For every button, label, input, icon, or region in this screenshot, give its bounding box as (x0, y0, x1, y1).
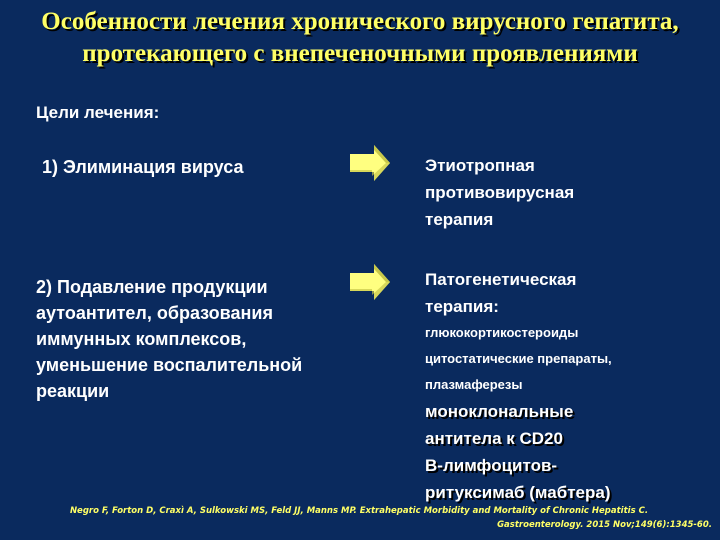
goal-2-line: уменьшение воспалительной (36, 355, 303, 375)
goal-2-line: аутоантител, образования (36, 303, 273, 323)
citation-line-2: Gastroenterology. 2015 Nov;149(6):1345-60. (497, 520, 712, 530)
goal-2-text (36, 274, 366, 404)
therapy-2-item: цитостатические препараты, (425, 351, 612, 366)
therapy-2-head: Патогенетическая (425, 270, 577, 289)
therapy-2-head: терапия: (425, 297, 499, 316)
therapy-1-line: Этиотропная (425, 156, 535, 175)
goal-1-text: 1) Элиминация вируса (42, 157, 244, 177)
slide-title: Особенности лечения хронического вирусного гепатита, протекающего с внепеченочными проявлениями (41, 8, 679, 67)
right-arrow-icon (350, 264, 390, 300)
citation-line-1: Negro F, Forton D, Craxì A, Sulkowski MS, Feld JJ, Manns MP. Extrahepatic Morbidity and Mortality of Chronic Hepatitis C. (69, 506, 649, 516)
goal-2-line: иммунных комплексов, (36, 329, 247, 349)
therapy-2-highlight: моноклональные (425, 402, 574, 421)
therapy-2-item: глюкокортикостероиды (425, 325, 579, 340)
goal-2-line: реакции (36, 381, 110, 401)
therapy-1 (425, 152, 685, 233)
right-arrow-icon (350, 145, 390, 181)
therapy-2-item: плазмаферезы (425, 377, 523, 392)
therapy-2-highlight: антитела к CD20 (425, 429, 563, 448)
therapy-1-line: противовирусная (425, 183, 575, 202)
citation (6, 504, 712, 532)
therapy-2 (425, 266, 715, 506)
goal-2-line: 2) Подавление продукции (36, 277, 268, 297)
therapy-2-highlight: ритуксимаб (мабтера) (425, 483, 611, 502)
therapy-1-line: терапия (425, 210, 494, 229)
therapy-2-highlight: В-лимфоцитов- (425, 456, 558, 475)
goals-label: Цели лечения: (36, 103, 160, 122)
